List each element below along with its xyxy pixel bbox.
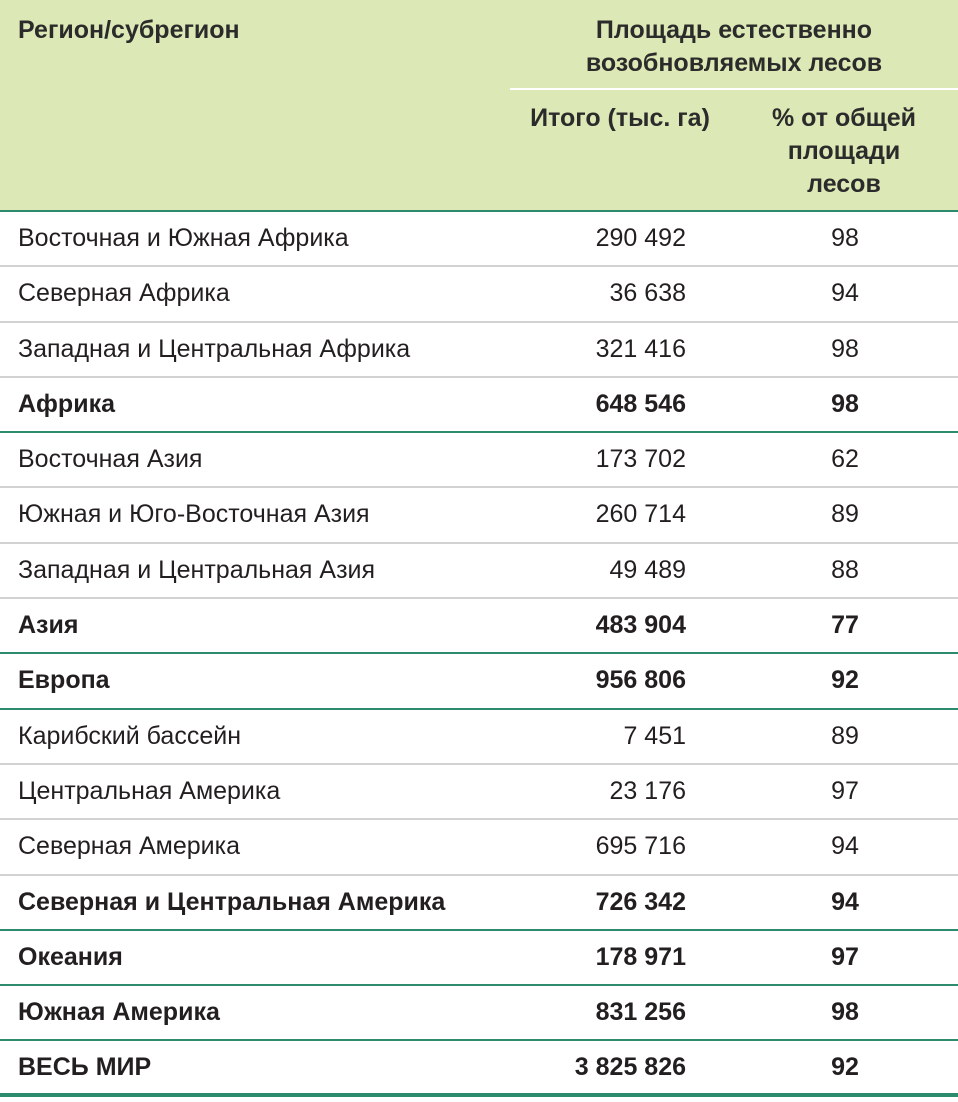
row-total: 483 904 — [595, 611, 686, 640]
header-region: Регион/субрегион — [18, 16, 240, 44]
row-percent: 98 — [831, 224, 859, 252]
row-total: 321 416 — [595, 334, 686, 363]
table-body — [0, 212, 958, 1097]
row-region: Южная и Юго-Восточная Азия — [18, 500, 370, 529]
row-region: Азия — [18, 611, 79, 640]
row-percent: 94 — [831, 832, 859, 861]
table-row — [0, 433, 958, 488]
header-natural-forest-group — [510, 14, 958, 80]
table-header — [0, 0, 958, 212]
row-total: 173 702 — [595, 445, 686, 474]
row-region: Северная Африка — [18, 279, 230, 308]
row-total: 695 716 — [595, 832, 686, 861]
row-percent: 94 — [831, 887, 859, 916]
row-region: ВЕСЬ МИР — [18, 1053, 152, 1082]
header-pct-line-3: лесов — [807, 170, 881, 198]
row-total: 648 546 — [595, 389, 686, 418]
row-percent: 88 — [831, 555, 859, 584]
row-region: Северная и Центральная Америка — [18, 887, 446, 916]
row-total: 290 492 — [595, 224, 686, 252]
row-percent: 94 — [831, 279, 859, 308]
row-percent: 89 — [831, 721, 859, 750]
table-row — [0, 1041, 958, 1096]
row-total: 7 451 — [623, 721, 686, 750]
row-region: Северная Америка — [18, 832, 240, 861]
row-percent: 98 — [831, 389, 859, 418]
row-percent: 92 — [831, 666, 859, 695]
row-region: Западная и Центральная Африка — [18, 334, 411, 363]
row-total: 831 256 — [595, 998, 686, 1027]
table-row — [0, 212, 958, 267]
header-group-line-1: Площадь естественно — [595, 16, 873, 44]
table-row — [0, 544, 958, 599]
row-total: 23 176 — [609, 776, 686, 805]
table-row — [0, 876, 958, 931]
row-total: 178 971 — [595, 942, 686, 971]
table-row — [0, 323, 958, 378]
row-region: Восточная и Южная Африка — [18, 224, 349, 252]
row-total: 956 806 — [595, 666, 686, 695]
header-pct-line-1: % от общей — [771, 104, 917, 132]
header-group-line-2: возобновляемых лесов — [585, 49, 883, 77]
row-region: Центральная Америка — [18, 776, 281, 805]
table-row — [0, 820, 958, 875]
row-region: Карибский бассейн — [18, 721, 242, 750]
table-row — [0, 710, 958, 765]
row-region: Южная Америка — [18, 998, 220, 1027]
header-percent — [730, 102, 958, 201]
header-pct-line-2: площади — [787, 137, 901, 165]
row-percent: 97 — [831, 776, 859, 805]
row-total: 36 638 — [609, 279, 686, 308]
row-region: Восточная Азия — [18, 445, 203, 474]
row-region: Океания — [18, 942, 123, 971]
table-row — [0, 765, 958, 820]
row-percent: 98 — [831, 334, 859, 363]
table-row — [0, 986, 958, 1041]
row-percent: 77 — [831, 611, 859, 640]
row-total: 49 489 — [609, 555, 686, 584]
row-percent: 98 — [831, 998, 859, 1027]
table-row — [0, 654, 958, 709]
table-row — [0, 931, 958, 986]
row-percent: 97 — [831, 942, 859, 971]
row-total: 3 825 826 — [574, 1053, 686, 1082]
row-percent: 92 — [831, 1053, 859, 1082]
table-row — [0, 488, 958, 543]
row-region: Европа — [18, 666, 110, 695]
table-row — [0, 599, 958, 654]
row-region: Западная и Центральная Азия — [18, 555, 376, 584]
row-percent: 89 — [831, 500, 859, 529]
row-total: 726 342 — [595, 887, 686, 916]
table-row — [0, 267, 958, 322]
row-percent: 62 — [831, 445, 859, 474]
table-row — [0, 378, 958, 433]
row-region: Африка — [18, 389, 115, 418]
header-group-rule — [510, 88, 958, 90]
row-total: 260 714 — [595, 500, 686, 529]
header-total: Итого (тыс. га) — [530, 104, 710, 132]
